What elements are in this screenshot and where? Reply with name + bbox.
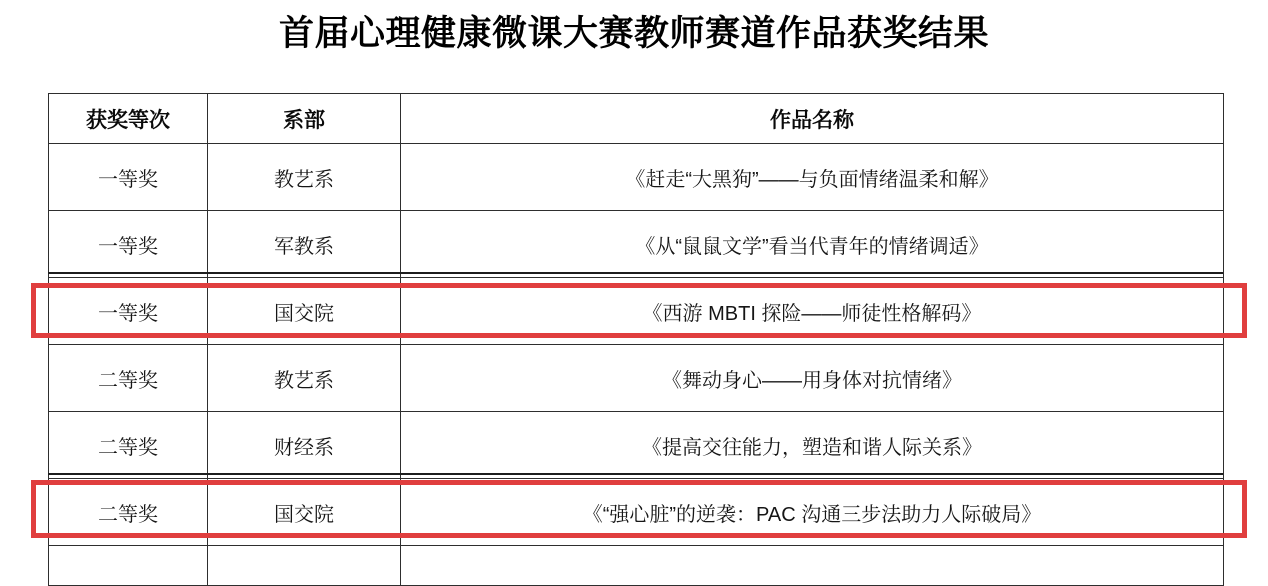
cell-work-title: 《西游 MBTI 探险——师徒性格解码》 [401,278,1224,345]
cell-work-title: 《从“鼠鼠文学”看当代青年的情绪调适》 [401,211,1224,278]
cell-award-level: 一等奖 [49,278,208,345]
cell-work-title: 《赶走“大黑狗”——与负面情绪温柔和解》 [401,144,1224,211]
cell-department: 国交院 [208,479,401,546]
cell-work-title: 《“强心脏”的逆袭：PAC 沟通三步法助力人际破局》 [401,479,1224,546]
table-row-highlighted [49,278,1224,345]
table-section-divider [48,473,1223,475]
cell-department: 军教系 [208,211,401,278]
table-header-row [49,94,1224,144]
table-row [49,412,1224,479]
cell-award-level: 一等奖 [49,211,208,278]
table-section-divider [48,272,1223,274]
cell-department: 国交院 [208,278,401,345]
cell-work-title [401,546,1224,586]
cell-department [208,546,401,586]
table-row-highlighted [49,479,1224,546]
cell-department: 财经系 [208,412,401,479]
cell-department: 教艺系 [208,144,401,211]
cell-award-level: 二等奖 [49,412,208,479]
cell-award-level: 一等奖 [49,144,208,211]
cell-award-level [49,546,208,586]
cell-work-title: 《提高交往能力，塑造和谐人际关系》 [401,412,1224,479]
header-award-level: 获奖等次 [49,94,208,144]
cell-award-level: 二等奖 [49,479,208,546]
header-department: 系部 [208,94,401,144]
cell-work-title: 《舞动身心——用身体对抗情绪》 [401,345,1224,412]
table-row-partial [49,546,1224,586]
page-title: 首届心理健康微课大赛教师赛道作品获奖结果 [278,14,989,53]
table-row [49,345,1224,412]
cell-department: 教艺系 [208,345,401,412]
header-work-title: 作品名称 [401,94,1224,144]
awards-table [48,93,1224,586]
table-row [49,144,1224,211]
cell-award-level: 二等奖 [49,345,208,412]
table-row [49,211,1224,278]
